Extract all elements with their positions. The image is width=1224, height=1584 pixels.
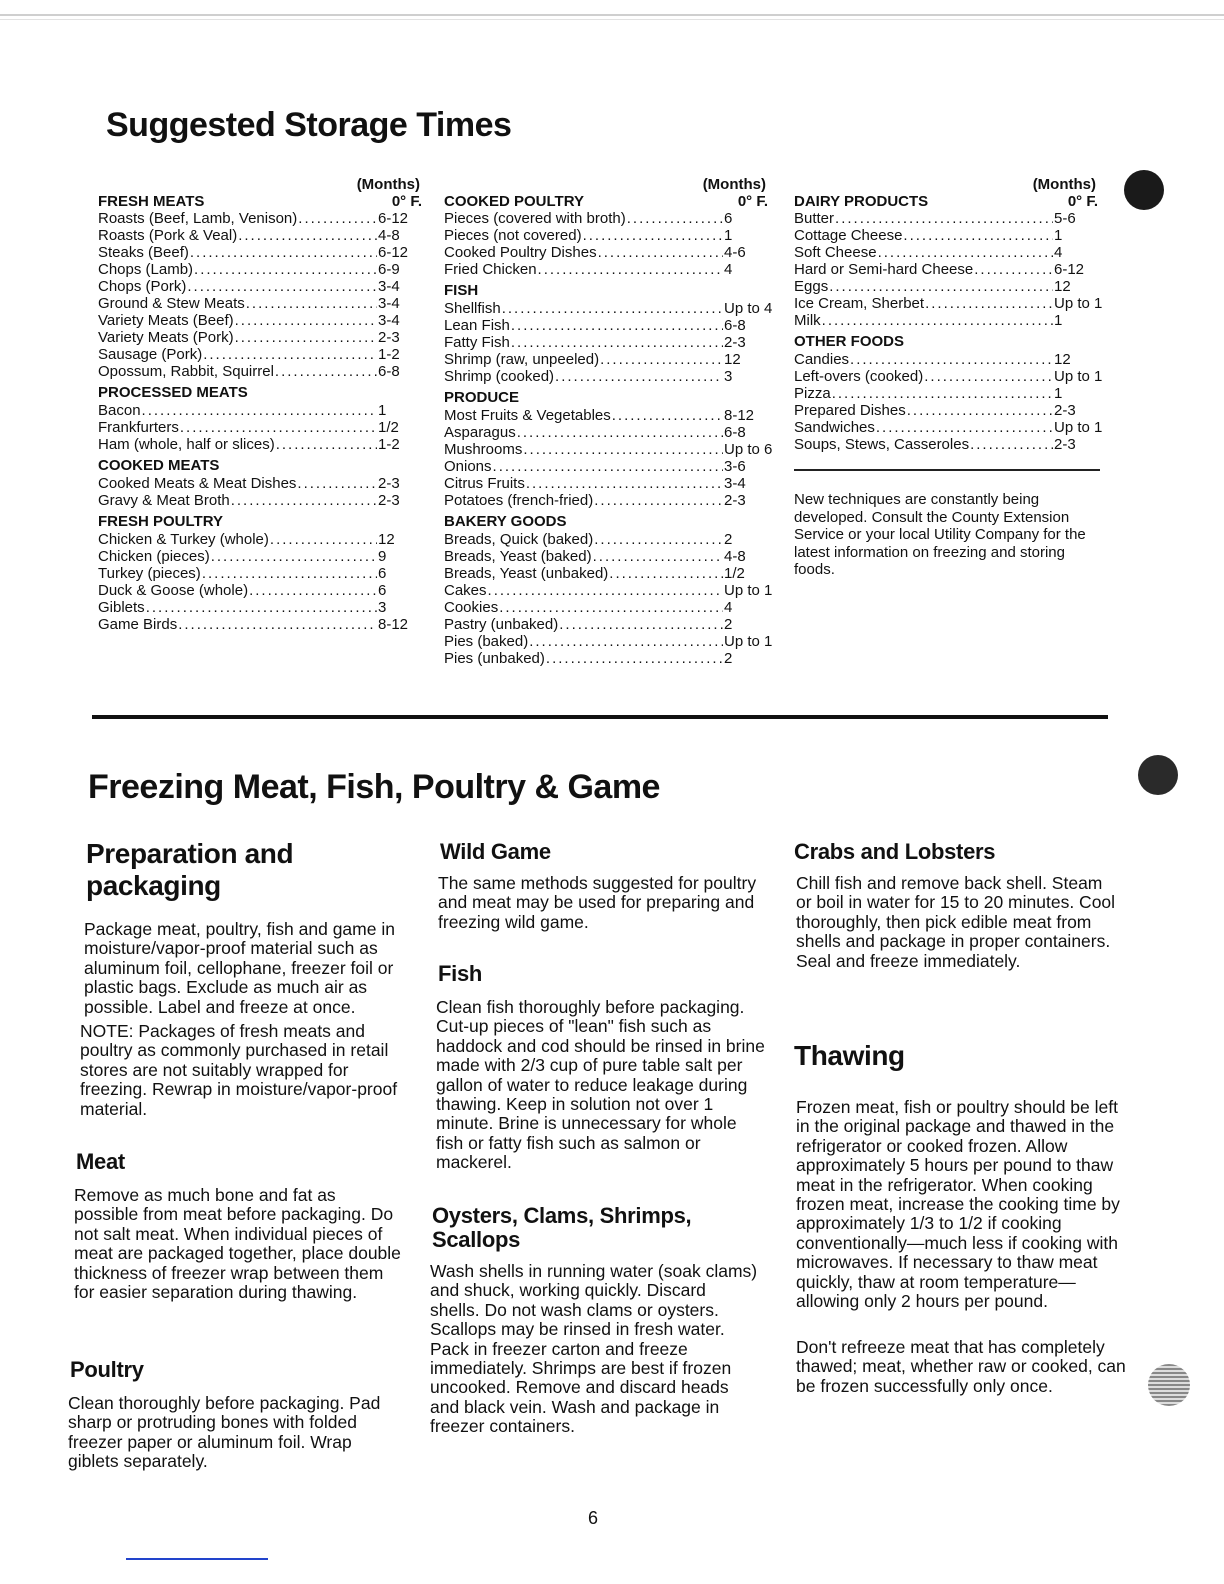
storage-months: Up to 1 (724, 582, 773, 599)
dot-leader (546, 650, 723, 667)
dot-leader (238, 227, 377, 244)
temperature-label: 0° F. (1067, 193, 1098, 210)
wild-game-text: The same methods suggested for poultry and meat may be used for preparing and freezing wild game. (438, 873, 757, 932)
storage-row (794, 261, 1104, 278)
food-name: Chicken (pieces) (98, 548, 210, 565)
dot-leader (538, 261, 723, 278)
storage-months: Up to 1 (1054, 419, 1103, 436)
storage-months: 1/2 (378, 419, 399, 436)
storage-months: 2-3 (378, 329, 400, 346)
dot-leader (529, 633, 723, 650)
oysters-heading: Oysters, Clams, Shrimps, Scallops (432, 1203, 692, 1252)
dot-leader (203, 346, 377, 363)
storage-column-1 (98, 176, 428, 633)
storage-months: 3-4 (378, 312, 400, 329)
food-name: Pies (baked) (444, 633, 529, 650)
meat-paragraph (74, 1186, 404, 1302)
fish-paragraph (436, 998, 766, 1173)
storage-months: Up to 1 (1054, 295, 1103, 312)
prep-section-heading (86, 838, 416, 902)
crabs-section-heading (794, 840, 995, 864)
crabs-paragraph (796, 874, 1116, 971)
storage-row (98, 582, 428, 599)
dot-leader (878, 244, 1053, 261)
storage-row (98, 599, 428, 616)
storage-row (444, 548, 774, 565)
food-name: Ham (whole, half or slices) (98, 436, 275, 453)
storage-row (98, 548, 428, 565)
dot-leader (276, 436, 377, 453)
fish-heading: Fish (438, 961, 483, 986)
food-name: Lean Fish (444, 317, 510, 334)
thawing-text-1: Frozen meat, fish or poultry should be left in the original package and thawed in the refrigerator or cooked frozen. Allow approximately 5 hours per pound to thaw meat in the refrigerator. When cooking frozen meat, increase the cooking time by approximately 1/3 to 1/2 if cooking conventionally—much less if cooking with microwaves. If necessary to thaw meat quickly, thaw at room temperature—allowing only 2 hours per pound. (796, 1097, 1120, 1312)
dot-leader (202, 565, 377, 582)
oysters-paragraph (430, 1262, 760, 1437)
food-name: Most Fruits & Vegetables (444, 407, 611, 424)
poultry-paragraph (68, 1394, 398, 1472)
storage-row (98, 295, 428, 312)
storage-months: 4-6 (724, 244, 746, 261)
storage-row (98, 210, 428, 227)
storage-months: 2-3 (724, 334, 746, 351)
dot-leader (146, 599, 377, 616)
storage-row (444, 261, 774, 278)
food-name: Sandwiches (794, 419, 875, 436)
page-number: 6 (588, 1508, 599, 1528)
dot-leader (511, 334, 723, 351)
food-name: Cooked Meats & Meat Dishes (98, 475, 297, 492)
food-name: Fatty Fish (444, 334, 510, 351)
storage-months: 6-9 (378, 261, 400, 278)
food-name: Roasts (Beef, Lamb, Venison) (98, 210, 298, 227)
storage-row (444, 582, 774, 599)
dot-leader (593, 548, 723, 565)
storage-row (794, 419, 1104, 436)
meat-heading: Meat (76, 1149, 125, 1174)
prep-paragraph-1 (84, 920, 406, 1017)
storage-row (794, 351, 1104, 368)
dot-leader (907, 402, 1053, 419)
storage-months: 1-2 (378, 346, 400, 363)
storage-row (444, 300, 774, 317)
storage-months: 2-3 (1054, 402, 1076, 419)
storage-row (98, 244, 428, 261)
storage-months: 6-8 (724, 424, 746, 441)
storage-months: 5-6 (1054, 210, 1076, 227)
storage-row (98, 227, 428, 244)
food-name: Giblets (98, 599, 145, 616)
thawing-section-heading (794, 1040, 905, 1072)
food-name: Mushrooms (444, 441, 523, 458)
note-rule (794, 469, 1100, 471)
oysters-section-heading (432, 1204, 762, 1252)
dot-leader (211, 548, 377, 565)
crabs-heading: Crabs and Lobsters (794, 839, 996, 864)
food-name: Pastry (unbaked) (444, 616, 559, 633)
food-name: Opossum, Rabbit, Squirrel (98, 363, 274, 380)
dot-leader (876, 419, 1053, 436)
storage-row (98, 436, 428, 453)
dot-leader (594, 531, 723, 548)
food-name: Asparagus (444, 424, 516, 441)
category-heading: FRESH MEATS (98, 193, 205, 210)
dot-leader (598, 244, 723, 261)
poultry-text: Clean thoroughly before packaging. Pad sharp or protruding bones with folded freezer paper or aluminum foil. Wrap giblets separately. (68, 1393, 381, 1472)
dot-leader (180, 419, 377, 436)
food-name: Ground & Stew Meats (98, 295, 245, 312)
storage-row (444, 368, 774, 385)
margin-dot-marker (1124, 170, 1164, 210)
storage-months: 6 (378, 565, 387, 582)
dot-leader (235, 312, 377, 329)
dot-leader (835, 210, 1053, 227)
thawing-text-2: Don't refreeze meat that has completely thawed; meat, whether raw or cooked, can be frozen successfully only once. (796, 1337, 1126, 1396)
dot-leader (190, 244, 377, 261)
prep-text-2: NOTE: Packages of fresh meats and poultry as commonly purchased in retail stores are not suitably wrapped for freezing. Rewrap in moisture/vapor-proof material. (80, 1021, 398, 1119)
dot-leader (829, 278, 1053, 295)
storage-months: 4-8 (378, 227, 400, 244)
storage-months: 2-3 (378, 492, 400, 509)
storage-months: 4 (1054, 244, 1063, 261)
food-name: Chicken & Turkey (whole) (98, 531, 269, 548)
food-name: Milk (794, 312, 821, 329)
storage-row (794, 210, 1104, 227)
storage-months: 8-12 (378, 616, 409, 633)
dot-leader (246, 295, 377, 312)
storage-months: 1 (1054, 227, 1063, 244)
storage-months: 3-4 (378, 278, 400, 295)
dot-leader (178, 616, 377, 633)
food-name: Pizza (794, 385, 831, 402)
food-name: Breads, Quick (baked) (444, 531, 594, 548)
dot-leader (526, 475, 723, 492)
thawing-paragraph-1 (796, 1098, 1126, 1311)
dot-leader (194, 261, 377, 278)
thawing-paragraph-2 (796, 1338, 1126, 1396)
storage-row (444, 565, 774, 582)
storage-months: 6-12 (378, 244, 409, 261)
storage-months: 6-12 (1054, 261, 1085, 278)
bottom-edge-mark (126, 1558, 268, 1560)
food-name: Hard or Semi-hard Cheese (794, 261, 974, 278)
food-name: Butter (794, 210, 835, 227)
food-name: Pieces (not covered) (444, 227, 582, 244)
prep-heading: Preparation and packaging (86, 838, 294, 901)
wild-game-section-heading (440, 840, 551, 864)
storage-months: 6 (724, 210, 733, 227)
storage-row (98, 363, 428, 380)
storage-months: 8-12 (724, 407, 755, 424)
category-header-row (794, 193, 1104, 210)
food-name: Candies (794, 351, 850, 368)
food-name: Roasts (Pork & Veal) (98, 227, 238, 244)
storage-months: 2-3 (378, 475, 400, 492)
fish-text: Clean fish thoroughly before packaging. Cut-up pieces of "lean" fish such as haddock and cod should be rinsed in brine made with 2/3 cup of pure table salt per gallon of water to reduce leakage during thawing. Keep in solution not over 1 minute. Brine is unnecessary for whole fish or fatty fish such as salmon or mackerel. (436, 997, 765, 1173)
food-name: Cooked Poultry Dishes (444, 244, 597, 261)
dot-leader (517, 424, 723, 441)
storage-months: 1 (1054, 385, 1063, 402)
oysters-text: Wash shells in running water (soak clams) and shuck, working quickly. Discard shells. Do not wash clams or oysters. Scallops may be rinsed in fresh water. Pack in freezer carton and freeze immediately. Shrimps are best if frozen uncooked. Remove and discard heads and black vein. Wash and package in freezer containers. (430, 1261, 758, 1437)
storage-row (98, 329, 428, 346)
freezing-title: Freezing Meat, Fish, Poultry & Game (88, 768, 660, 806)
dot-leader (555, 368, 723, 385)
storage-row (444, 492, 774, 509)
storage-months: 1/2 (724, 565, 745, 582)
temperature-label: 0° F. (737, 193, 768, 210)
storage-row (98, 261, 428, 278)
storage-months: 1-2 (378, 436, 400, 453)
storage-note: New techniques are constantly being developed. Consult the County Extension Service or your local Utility Company for the latest information on freezing and storing foods. (794, 491, 1086, 578)
storage-months: 3 (378, 599, 387, 616)
dot-leader (594, 492, 723, 509)
storage-row (98, 346, 428, 363)
food-name: Sausage (Pork) (98, 346, 203, 363)
dot-leader (511, 317, 723, 334)
storage-months: 12 (1054, 351, 1071, 368)
thawing-heading: Thawing (794, 1040, 905, 1071)
storage-months: 3-4 (378, 295, 400, 312)
dot-leader (925, 295, 1053, 312)
dot-leader (297, 475, 377, 492)
dot-leader (627, 210, 723, 227)
storage-row (794, 227, 1104, 244)
food-name: Cottage Cheese (794, 227, 903, 244)
dot-leader (187, 278, 377, 295)
storage-title: Suggested Storage Times (106, 106, 512, 144)
storage-months: 6-8 (378, 363, 400, 380)
food-name: Potatoes (french-fried) (444, 492, 594, 509)
meat-section-heading (76, 1150, 125, 1174)
storage-months: 2-3 (724, 492, 746, 509)
dot-leader (235, 329, 377, 346)
food-name: Prepared Dishes (794, 402, 906, 419)
storage-months: 12 (378, 531, 395, 548)
dot-leader (970, 436, 1053, 453)
dot-leader (142, 402, 377, 419)
storage-column-3 (794, 176, 1104, 579)
food-name: Breads, Yeast (baked) (444, 548, 592, 565)
temperature-label: 0° F. (391, 193, 422, 210)
food-name: Frankfurters (98, 419, 179, 436)
food-name: Breads, Yeast (unbaked) (444, 565, 609, 582)
category-heading: COOKED POULTRY (444, 193, 585, 210)
storage-months: 4 (724, 261, 733, 278)
fish-section-heading (438, 962, 482, 986)
storage-months: 1 (378, 402, 387, 419)
food-name: Shrimp (cooked) (444, 368, 555, 385)
storage-row (444, 650, 774, 667)
dot-leader (850, 351, 1053, 368)
food-name: Cakes (444, 582, 487, 599)
food-name: Eggs (794, 278, 829, 295)
storage-months: 12 (1054, 278, 1071, 295)
storage-row (444, 351, 774, 368)
food-name: Citrus Fruits (444, 475, 525, 492)
storage-months: 1 (1054, 312, 1063, 329)
months-label: (Months) (356, 176, 420, 193)
storage-row (794, 244, 1104, 261)
dot-leader (600, 351, 723, 368)
dot-leader (298, 210, 377, 227)
dot-leader (231, 492, 377, 509)
storage-row (444, 334, 774, 351)
food-name: Gravy & Meat Broth (98, 492, 230, 509)
category-heading: OTHER FOODS (794, 333, 905, 350)
wild-game-paragraph (438, 874, 768, 932)
dot-leader (523, 441, 723, 458)
storage-row (444, 407, 774, 424)
storage-months: 2 (724, 650, 733, 667)
storage-row (98, 616, 428, 633)
storage-months: 4 (724, 599, 733, 616)
margin-dot-marker (1138, 755, 1178, 795)
storage-row (444, 458, 774, 475)
storage-months: 3-6 (724, 458, 746, 475)
food-name: Left-overs (cooked) (794, 368, 924, 385)
storage-row (794, 402, 1104, 419)
food-name: Chops (Lamb) (98, 261, 194, 278)
category-heading: PROCESSED MEATS (98, 384, 248, 401)
dot-leader (493, 458, 723, 475)
storage-row (444, 441, 774, 458)
crabs-text: Chill fish and remove back shell. Steam or boil in water for 15 to 20 minutes. Cool thoroughly, then pick edible meat from shells and package in proper containers. Seal and freeze immediately. (796, 873, 1116, 971)
wild-game-heading: Wild Game (440, 839, 551, 864)
storage-row (794, 368, 1104, 385)
food-name: Pies (unbaked) (444, 650, 545, 667)
food-name: Soft Cheese (794, 244, 877, 261)
storage-row (98, 531, 428, 548)
food-name: Steaks (Beef) (98, 244, 189, 261)
storage-row (794, 278, 1104, 295)
storage-row (98, 419, 428, 436)
category-heading: BAKERY GOODS (444, 513, 567, 530)
dot-leader (832, 385, 1053, 402)
storage-row (444, 227, 774, 244)
food-name: Soups, Stews, Casseroles (794, 436, 970, 453)
dot-leader (924, 368, 1053, 385)
storage-row (444, 424, 774, 441)
food-name: Cookies (444, 599, 499, 616)
section-divider (92, 715, 1108, 719)
storage-months: Up to 4 (724, 300, 773, 317)
storage-row (98, 492, 428, 509)
dot-leader (502, 300, 723, 317)
food-name: Fried Chicken (444, 261, 537, 278)
food-name: Turkey (pieces) (98, 565, 201, 582)
meat-text: Remove as much bone and fat as possible from meat before packaging. Do not salt meat. When individual pieces of meat are packaged together, place double thickness of freezer wrap between them for easier separation during thawing. (74, 1185, 401, 1303)
scan-top-rule (0, 14, 1224, 16)
category-heading: DAIRY PRODUCTS (794, 193, 929, 210)
storage-row (444, 599, 774, 616)
category-header-row (98, 193, 428, 210)
storage-row (444, 475, 774, 492)
category-heading: COOKED MEATS (98, 457, 220, 474)
storage-months: 6-12 (378, 210, 409, 227)
dot-leader (822, 312, 1053, 329)
dot-leader (583, 227, 723, 244)
storage-row (444, 210, 774, 227)
food-name: Game Birds (98, 616, 178, 633)
storage-row (98, 565, 428, 582)
dot-leader (974, 261, 1053, 278)
storage-months: 3-4 (724, 475, 746, 492)
storage-row (444, 244, 774, 261)
storage-row (444, 317, 774, 334)
food-name: Variety Meats (Beef) (98, 312, 234, 329)
storage-row (444, 531, 774, 548)
storage-months: 6-8 (724, 317, 746, 334)
dot-leader (499, 599, 723, 616)
prep-paragraph-2 (80, 1022, 402, 1119)
food-name: Shrimp (raw, unpeeled) (444, 351, 600, 368)
category-header-row (444, 193, 774, 210)
dot-leader (249, 582, 377, 599)
storage-months: 9 (378, 548, 387, 565)
storage-row (98, 475, 428, 492)
prep-text-1: Package meat, poultry, fish and game in moisture/vapor-proof material such as aluminum foil, cellophane, freezer foil or plastic bags. Exclude as much air as possible. Label and freeze at once. (84, 919, 395, 1017)
storage-months: 12 (724, 351, 741, 368)
storage-months: 6 (378, 582, 387, 599)
dot-leader (275, 363, 377, 380)
months-label: (Months) (702, 176, 766, 193)
storage-row (794, 436, 1104, 453)
food-name: Chops (Pork) (98, 278, 187, 295)
dot-leader (270, 531, 377, 548)
storage-row (444, 633, 774, 650)
food-name: Shellfish (444, 300, 501, 317)
poultry-section-heading (70, 1358, 144, 1382)
dot-leader (612, 407, 723, 424)
food-name: Onions (444, 458, 492, 475)
storage-months: Up to 6 (724, 441, 773, 458)
food-name: Duck & Goose (whole) (98, 582, 249, 599)
storage-row (98, 278, 428, 295)
poultry-heading: Poultry (70, 1357, 144, 1382)
dot-leader (488, 582, 723, 599)
storage-months: 2 (724, 616, 733, 633)
storage-months: Up to 1 (724, 633, 773, 650)
food-name: Pieces (covered with broth) (444, 210, 626, 227)
storage-row (98, 402, 428, 419)
scan-top-rule-secondary (0, 19, 1224, 20)
months-label: (Months) (1032, 176, 1096, 193)
storage-months: Up to 1 (1054, 368, 1103, 385)
storage-months: 2 (724, 531, 733, 548)
storage-row (794, 312, 1104, 329)
category-heading: PRODUCE (444, 389, 520, 406)
category-heading: FISH (444, 282, 479, 299)
storage-months: 3 (724, 368, 733, 385)
storage-row (794, 385, 1104, 402)
storage-months: 1 (724, 227, 733, 244)
storage-row (98, 312, 428, 329)
food-name: Variety Meats (Pork) (98, 329, 234, 346)
storage-column-2 (444, 176, 774, 667)
dot-leader (903, 227, 1053, 244)
storage-row (444, 616, 774, 633)
storage-months: 4-8 (724, 548, 746, 565)
margin-dot-marker (1148, 1364, 1190, 1406)
food-name: Bacon (98, 402, 141, 419)
category-heading: FRESH POULTRY (98, 513, 224, 530)
food-name: Ice Cream, Sherbet (794, 295, 925, 312)
storage-months: 2-3 (1054, 436, 1076, 453)
storage-row (794, 295, 1104, 312)
dot-leader (559, 616, 723, 633)
dot-leader (609, 565, 723, 582)
